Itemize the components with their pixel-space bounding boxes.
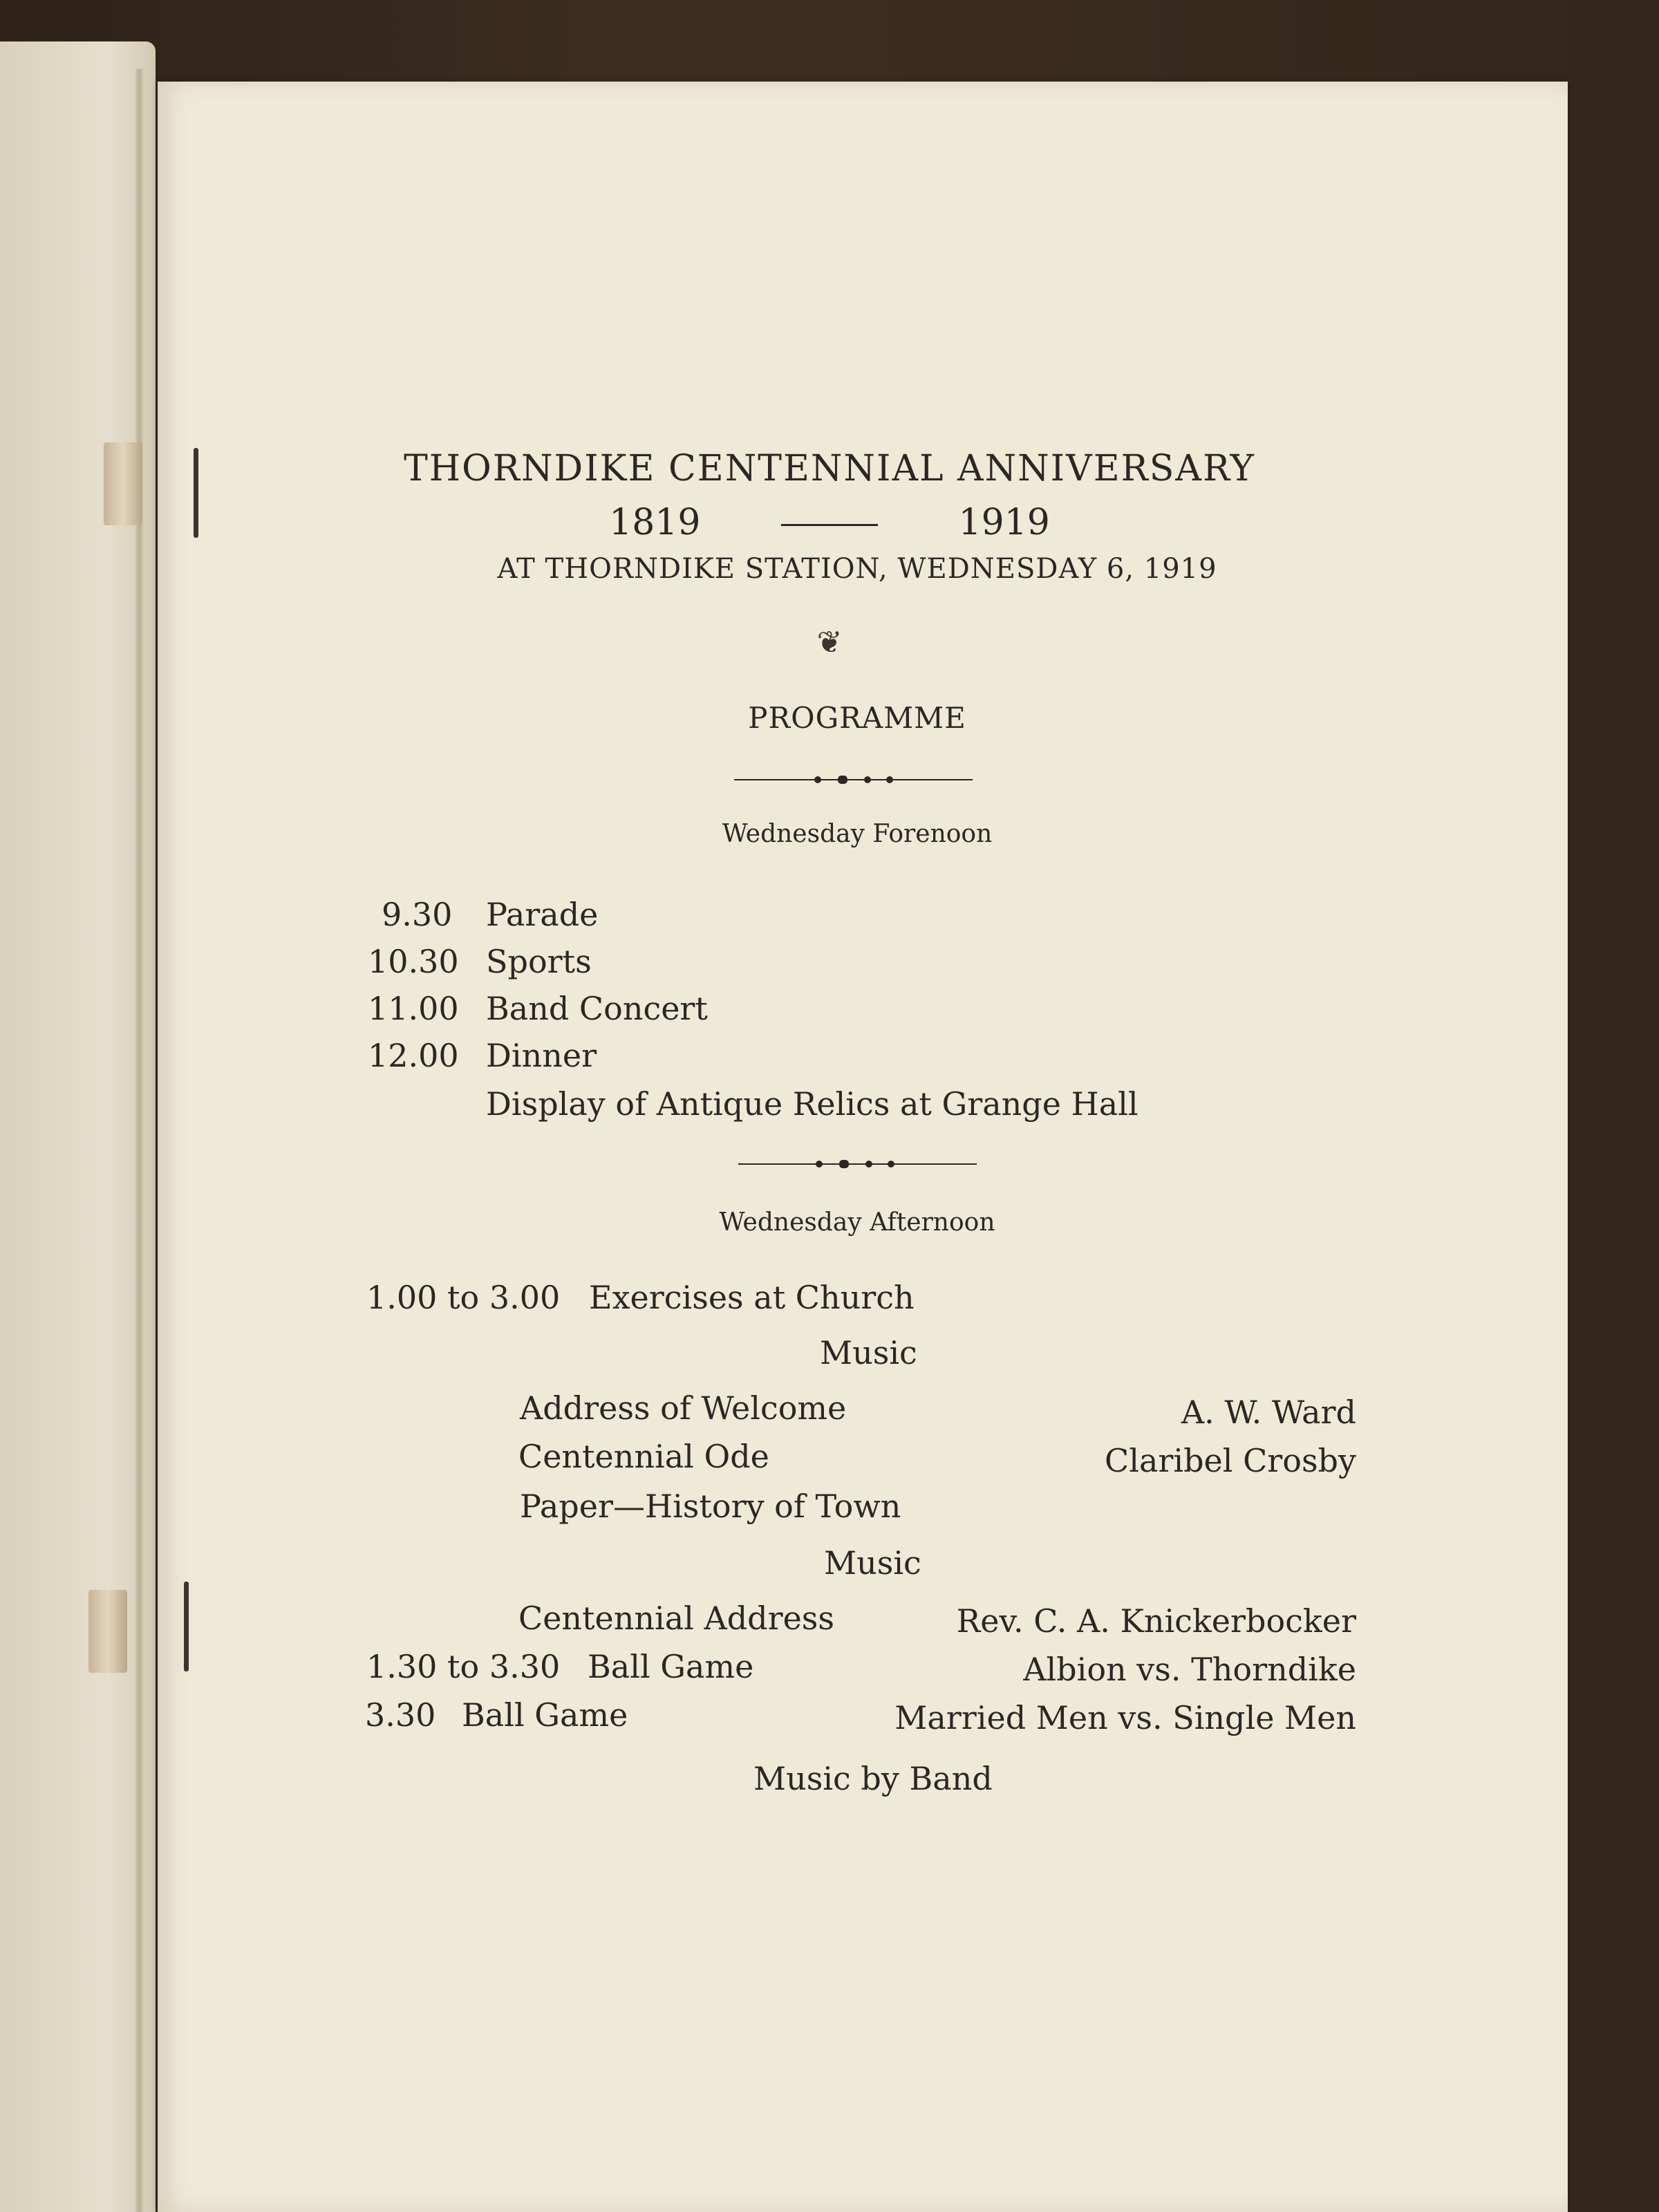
ornamental-rule-middle (738, 1163, 977, 1165)
game-time: 3.30 (365, 1696, 436, 1734)
page-title: THORNDIKE CENTENNIAL ANNIVERSARY (404, 448, 1255, 489)
staple-bottom (88, 1590, 127, 1673)
closing-music: Music by Band (753, 1760, 993, 1797)
afternoon-heading: Wednesday Afternoon (719, 1208, 995, 1237)
year-dash (781, 524, 878, 526)
music-interlude: Music (820, 1334, 917, 1371)
church-event: Exercises at Church (589, 1279, 915, 1316)
event-location: AT THORNDIKE STATION, WEDNESDAY 6, 1919 (497, 553, 1217, 585)
forenoon-heading: Wednesday Forenoon (722, 820, 993, 848)
program-item: Paper—History of Town (520, 1488, 901, 1525)
forenoon-time: 11.00 (368, 990, 459, 1027)
game-time: 1.30 to 3.30 (366, 1648, 561, 1685)
program-speaker: Claribel Crosby (1105, 1442, 1356, 1479)
staple-bottom-bar (184, 1582, 189, 1671)
program-speaker: Rev. C. A. Knickerbocker (956, 1602, 1356, 1640)
game-teams: Albion vs. Thorndike (1023, 1651, 1356, 1688)
programme-heading: PROGRAMME (748, 701, 966, 735)
church-time: 1.00 to 3.00 (366, 1279, 561, 1316)
forenoon-event: Band Concert (486, 990, 708, 1027)
facing-page-edge (0, 41, 156, 2212)
rule-dot (839, 1160, 849, 1168)
rule-dot (838, 776, 847, 784)
rule-dot (864, 776, 871, 783)
fleuron-ornament-icon: ❦ (816, 625, 843, 660)
rule-dot (886, 776, 893, 783)
year-start: 1819 (609, 502, 701, 543)
programme-page (158, 82, 1568, 2212)
game-event: Ball Game (462, 1696, 628, 1734)
forenoon-event: Dinner (486, 1037, 597, 1074)
program-speaker: A. W. Ward (1181, 1394, 1356, 1431)
year-end: 1919 (958, 502, 1050, 543)
rule-dot (816, 1161, 823, 1168)
ornamental-rule-top (734, 779, 973, 780)
forenoon-event: Parade (486, 896, 599, 933)
forenoon-event: Sports (486, 943, 592, 980)
forenoon-event: Display of Antique Relics at Grange Hall (486, 1085, 1138, 1123)
forenoon-time: 9.30 (382, 896, 453, 933)
program-item: Centennial Address (518, 1600, 835, 1637)
forenoon-time: 12.00 (368, 1037, 459, 1074)
program-item: Centennial Ode (518, 1438, 769, 1475)
rule-dot (814, 776, 821, 783)
rule-dot (888, 1161, 894, 1168)
rule-dot (865, 1161, 872, 1168)
forenoon-time: 10.30 (368, 943, 459, 980)
year-range (0, 502, 1659, 543)
game-teams: Married Men vs. Single Men (894, 1699, 1356, 1736)
music-interlude: Music (824, 1544, 921, 1582)
game-event: Ball Game (588, 1648, 754, 1685)
program-item: Address of Welcome (520, 1389, 847, 1427)
booklet-spine (135, 69, 144, 2212)
